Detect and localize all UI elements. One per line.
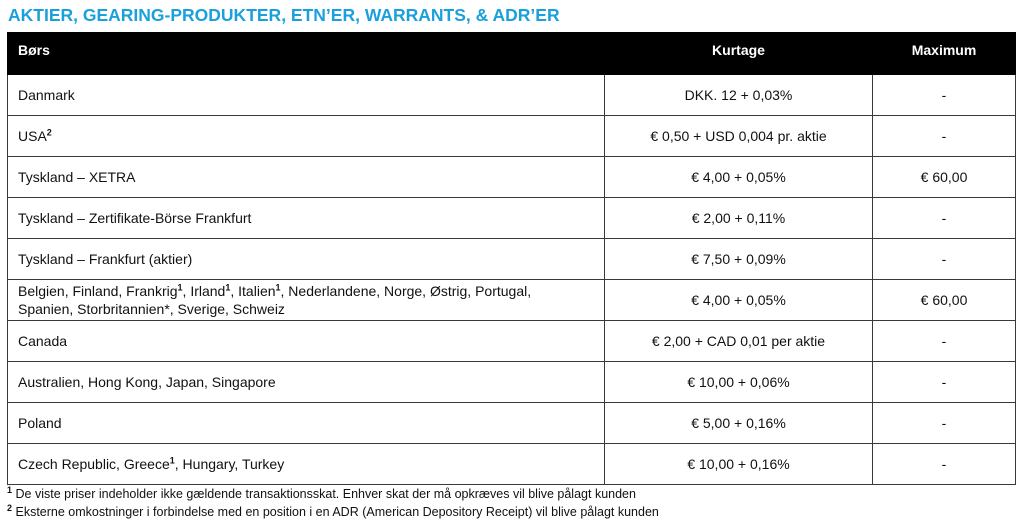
exchange-cell: Poland (8, 403, 605, 444)
fee-cell: € 10,00 + 0,16% (605, 444, 873, 485)
fee-cell: € 4,00 + 0,05% (605, 157, 873, 198)
exchange-cell: Canada (8, 321, 605, 362)
table-row (8, 321, 1016, 362)
table-row (8, 403, 1016, 444)
fee-cell: DKK. 12 + 0,03% (605, 75, 873, 116)
table-row (8, 444, 1016, 485)
footnote-ref: 2 (46, 127, 52, 138)
fee-table (7, 32, 1016, 485)
exchange-cell: Danmark (8, 75, 605, 116)
maximum-cell: € 60,00 (873, 157, 1016, 198)
table-row (8, 280, 1016, 321)
footnote-ref: 1 (169, 455, 175, 466)
footnote: $^1$ De viste priser indeholder ikke gældende transaktionsskat. Enhver skat der må opkræves vil blive pålagt kunden (7, 484, 636, 501)
header-maximum: Maximum (873, 33, 1016, 75)
footnote-mark: 2 (7, 502, 13, 513)
fee-cell: € 0,50 + USD 0,004 pr. aktie (605, 116, 873, 157)
fee-cell: € 10,00 + 0,06% (605, 362, 873, 403)
table-header-row (8, 33, 1016, 75)
exchange-cell: USA$^2$ (8, 116, 605, 157)
exchange-cell: Tyskland – XETRA (8, 157, 605, 198)
table-row (8, 239, 1016, 280)
exchange-cell: Belgien, Finland, Frankrig$^1$, Irland$^1$, Italien$^1$, Nederlandene, Norge, Østrig, Portugal, Spanien, Storbritannien*, Sverige, Schweiz (8, 280, 605, 321)
exchange-cell: Australien, Hong Kong, Japan, Singapore (8, 362, 605, 403)
table-row (8, 157, 1016, 198)
exchange-cell: Tyskland – Zertifikate-Börse Frankfurt (8, 198, 605, 239)
fee-cell: € 7,50 + 0,09% (605, 239, 873, 280)
footnote-ref: 1 (177, 282, 183, 293)
fee-cell: € 4,00 + 0,05% (605, 280, 873, 321)
maximum-cell: - (873, 362, 1016, 403)
table-row (8, 116, 1016, 157)
fee-cell: € 2,00 + CAD 0,01 per aktie (605, 321, 873, 362)
header-fee: Kurtage (605, 33, 873, 75)
page-title: AKTIER, GEARING-PRODUKTER, ETN’ER, WARRANTS, & ADR’ER (8, 5, 560, 25)
maximum-cell: - (873, 403, 1016, 444)
maximum-cell: - (873, 75, 1016, 116)
table-row (8, 362, 1016, 403)
footnote-mark: 1 (7, 484, 13, 495)
table-row (8, 75, 1016, 116)
footnote-ref: 1 (275, 282, 281, 293)
maximum-cell: - (873, 239, 1016, 280)
table-row (8, 198, 1016, 239)
exchange-cell: Czech Republic, Greece$^1$, Hungary, Turkey (8, 444, 605, 485)
maximum-cell: - (873, 116, 1016, 157)
header-exchange: Børs (8, 33, 605, 75)
maximum-cell: - (873, 321, 1016, 362)
fee-cell: € 2,00 + 0,11% (605, 198, 873, 239)
maximum-cell: € 60,00 (873, 280, 1016, 321)
exchange-cell: Tyskland – Frankfurt (aktier) (8, 239, 605, 280)
maximum-cell: - (873, 444, 1016, 485)
footnote: $^2$ Eksterne omkostninger i forbindelse med en position i en ADR (American Depository Receipt) vil blive pålagt kunden (7, 502, 659, 519)
footnotes (7, 485, 659, 521)
fee-cell: € 5,00 + 0,16% (605, 403, 873, 444)
footnote-ref: 1 (225, 282, 231, 293)
maximum-cell: - (873, 198, 1016, 239)
